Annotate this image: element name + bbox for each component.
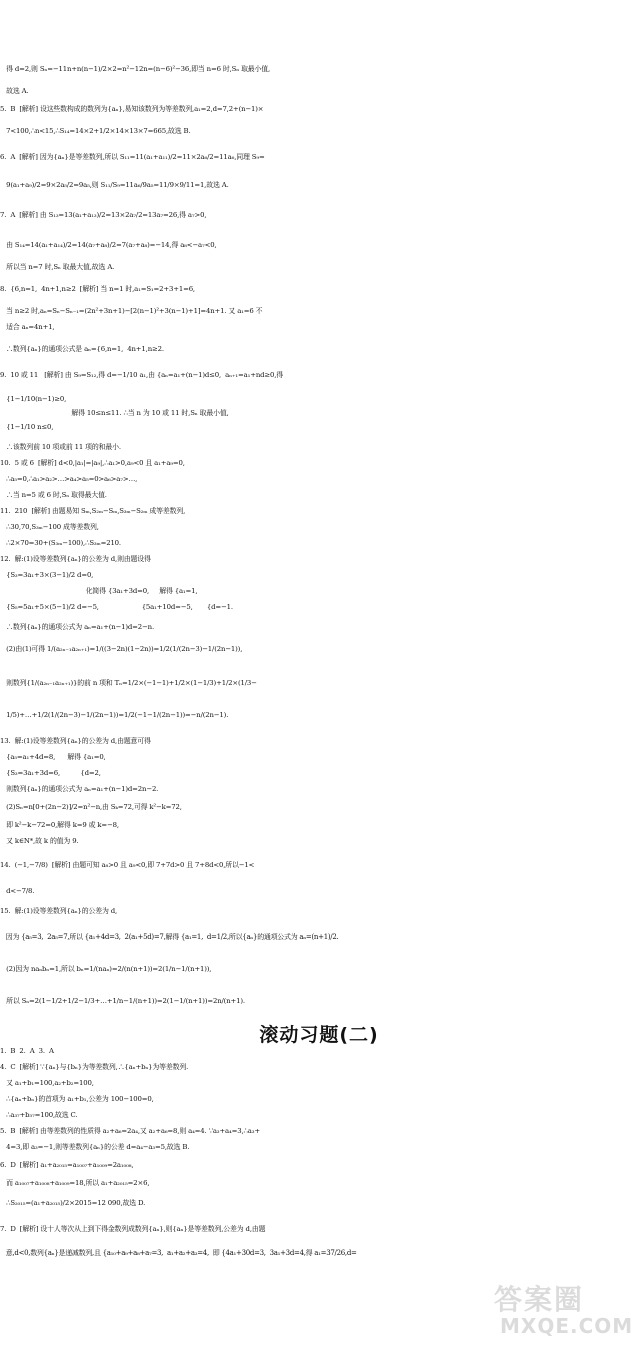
text-line: 化简得 {3a₁+3d=0, 解得 {a₁=1, (0, 587, 198, 595)
text-line: 所以 Sₙ=2(1−1/2+1/2−1/3+…+1/n−1/(n+1))=2(1−1/(n+1))=2n/(n+1). (0, 997, 245, 1005)
text-line: 12. 解:(1)设等差数列{aₙ}的公差为 d,则由题设得 (0, 555, 151, 563)
text-line: 7. D [解析] 设十人等次从上到下得金数列成数列{aₙ},则{aₙ}是等差数列,公差为 d,由题 (0, 1225, 266, 1233)
text-line: ∴{aₙ+bₙ}的首项为 a₁+b₁,公差为 100−100=0, (0, 1095, 154, 1103)
text-line: ∴a₃₇+b₃₇=100,故选 C. (0, 1111, 78, 1119)
text-line: 10. 5 或 6 [解析] d<0,|a₁|=|a₉|,∴a₁>0,a₉<0 且 a₁+a₉=0, (0, 459, 185, 467)
text-line: {1−1/10 n≤0, (0, 423, 54, 431)
text-line: 6. A [解析] 因为{aₙ}是等差数列,所以 S₁₁=11(a₁+a₁₁)/2=11×2a₆/2=11a₆,同理 S₉= (0, 153, 265, 161)
text-line: 故选 A. (0, 87, 29, 95)
text-line: (2)由(1)可得 1/(a₂ₙ₋₁a₂ₙ₊₁)=1/((3−2n)(1−2n))=1/2(1/(2n−3)−1/(2n−1)), (0, 645, 243, 653)
watermark-logo (494, 1278, 634, 1344)
text-line: 则数列{aₙ}的通项公式为 aₙ=a₁+(n−1)d=2n−2. (0, 785, 159, 793)
text-line: ∴30,70,S₃ₘ−100 成等差数列, (0, 523, 99, 531)
text-line: 14. (−1,−7/8) [解析] 由题可知 a₈>0 且 a₉<0,即 7+7d>0 且 7+8d<0,所以−1< (0, 861, 255, 869)
section-title: 滚动习题(二) (259, 1024, 379, 1046)
text-line: 又 k∈N*,故 k 的值为 9. (0, 837, 79, 845)
text-line: 13. 解:(1)设等差数列{aₙ}的公差为 d,由题意可得 (0, 737, 151, 745)
text-line: 当 n≥2 时,aₙ=Sₙ−Sₙ₋₁=(2n²+3n+1)−[2(n−1)²+3(n−1)+1]=4n+1. 又 a₁=6 不 (0, 307, 263, 315)
watermark-url: MXQE.COM (500, 1314, 634, 1338)
text-line: 1. B 2. A 3. A (0, 1047, 54, 1055)
text-line: 5. B [解析] 由等差数列的性质得 a₂+a₆=2a₄,又 a₂+a₆=8,则 a₄=4. ∵a₃+a₄=3,∴a₃+ (0, 1127, 260, 1135)
text-line: (2)Sₙ=n[0+(2n−2)]/2=n²−n,由 Sₖ=72,可得 k²−k=72, (0, 803, 182, 811)
text-line: 因为 {a₅=3, 2a₅=7,所以 {a₁+4d=3, 2(a₁+5d)=7,解得 {a₁=1, d=1/2,所以{aₙ}的通项公式为 aₙ=(n+1)/2. (0, 933, 339, 941)
text-line: 而 a₁₀₀₇+a₁₀₀₈+a₁₀₀₉=18,所以 a₁+a₂₀₁₅=2×6, (0, 1179, 150, 1187)
text-line: 由 S₁₄=14(a₁+a₁₄)/2=14(a₇+a₈)/2=7(a₇+a₈)=−14,得 a₈<−a₇<0, (0, 241, 217, 249)
watermark-text: 答案圈 (494, 1283, 585, 1316)
text-line: 4=3,即 a₃=−1,则等差数列{aₙ}的公差 d=a₄−a₃=5,故选 B. (0, 1143, 190, 1151)
text-line: 解得 10≤n≤11. ∴当 n 为 10 或 11 时,Sₙ 取最小值, (0, 409, 229, 417)
text-line: 即 k²−k−72=0,解得 k=9 或 k=−8, (0, 821, 119, 829)
text-line: {S₃=3a₁+3×(3−1)/2 d=0, (0, 571, 94, 579)
text-line: 11. 210 [解析] 由题易知 Sₘ,S₂ₘ−Sₘ,S₃ₘ−S₂ₘ 成等差数列, (0, 507, 186, 515)
text-line: {a₅=a₁+4d=8, 解得 {a₁=0, (0, 753, 106, 761)
text-line: 所以当 n=7 时,Sₙ 取最大值,故选 A. (0, 263, 115, 271)
text-line: 则数列{1/(a₂ₙ₋₁a₂ₙ₊₁)}的前 n 项和 Tₙ=1/2×(−1−1)+1/2×(1−1/3)+1/2×(1/3− (0, 679, 257, 687)
text-line: ∴该数列前 10 项或前 11 项的和最小. (0, 443, 121, 451)
text-line: 得 d=2,则 Sₙ=−11n+n(n−1)/2×2=n²−12n=(n−6)²−36,即当 n=6 时,Sₙ 取最小值, (0, 65, 271, 73)
text-line: 4. C [解析] ∵{aₙ}与{bₙ}为等差数列,∴{aₙ+bₙ}为等差数列. (0, 1063, 189, 1071)
text-line: 适合 aₙ=4n+1, (0, 323, 55, 331)
text-line: ∴数列{aₙ}的通项公式是 aₙ={6,n=1, 4n+1,n≥2. (0, 345, 164, 353)
text-line: 7<100,∴n<15,∴S₁₄=14×2+1/2×14×13×7=665,故选 B. (0, 127, 191, 135)
text-line: ∴a₅=0,∴a₁>a₂>…>a₄>a₅=0>a₆>a₇>…, (0, 475, 138, 483)
text-line: 8. {6,n=1, 4n+1,n≥2 [解析] 当 n=1 时,a₁=S₁=2+3+1=6, (0, 285, 195, 293)
text-line: 1/5)+…+1/2(1/(2n−3)−1/(2n−1))=1/2(−1−1/(2n−1))=−n/(2n−1). (0, 711, 229, 719)
text-line: 6. D [解析] a₁+a₂₀₁₅=a₁₀₀₇+a₁₀₀₉=2a₁₀₀₈, (0, 1161, 134, 1169)
text-line: 9. 10 或 11 [解析] 由 S₉=S₁₂,得 d=−1/10 a₁,由 {aₙ=a₁+(n−1)d≤0, aₙ₊₁=a₁+nd≥0,得 (0, 371, 284, 379)
text-line: ∴2×70=30+(S₃ₘ−100),∴S₃ₘ=210. (0, 539, 121, 547)
text-line: 又 a₁+b₁=100,a₂+b₂=100, (0, 1079, 94, 1087)
text-line: 5. B [解析] 设这些数构成的数列为{aₙ},易知该数列为等差数列,a₁=2,d=7,2+(n−1)× (0, 105, 264, 113)
text-line: {S₅=5a₁+5×(5−1)/2 d=−5, {5a₁+10d=−5, {d=−1. (0, 603, 233, 611)
text-line: 15. 解:(1)设等差数列{aₙ}的公差为 d, (0, 907, 118, 915)
text-line: d<−7/8. (0, 887, 35, 895)
text-line: {1−1/10(n−1)≥0, (0, 395, 67, 403)
text-line: 意,d<0,数列{aₙ}是递减数列,且 {a₁₀+a₉+a₈+a₇=3, a₁+a₂+a₃=4, 即 {4a₁+30d=3, 3a₁+3d=4,得 a₁=37/26,d= (0, 1249, 357, 1257)
text-line: ∴当 n=5 或 6 时,Sₙ 取得最大值. (0, 491, 107, 499)
text-line: ∴数列{aₙ}的通项公式为 aₙ=a₁+(n−1)d=2−n. (0, 623, 154, 631)
text-line: 7. A [解析] 由 S₁₃=13(a₁+a₁₃)/2=13×2a₇/2=13a₇=26,得 a₇>0, (0, 211, 207, 219)
text-line: 9(a₁+a₉)/2=9×2a₅/2=9a₅,则 S₁₁/S₉=11a₆/9a₅=11/9×9/11=1,故选 A. (0, 181, 229, 189)
text-line: ∴S₂₀₁₅=(a₁+a₂₀₁₅)/2×2015=12 090,故选 D. (0, 1199, 146, 1207)
text-line: {S₃=3a₁+3d=6, {d=2, (0, 769, 101, 777)
text-line: (2)因为 naₙbₙ=1,所以 bₙ=1/(naₙ)=2/(n(n+1))=2(1/n−1/(n+1)), (0, 965, 212, 973)
